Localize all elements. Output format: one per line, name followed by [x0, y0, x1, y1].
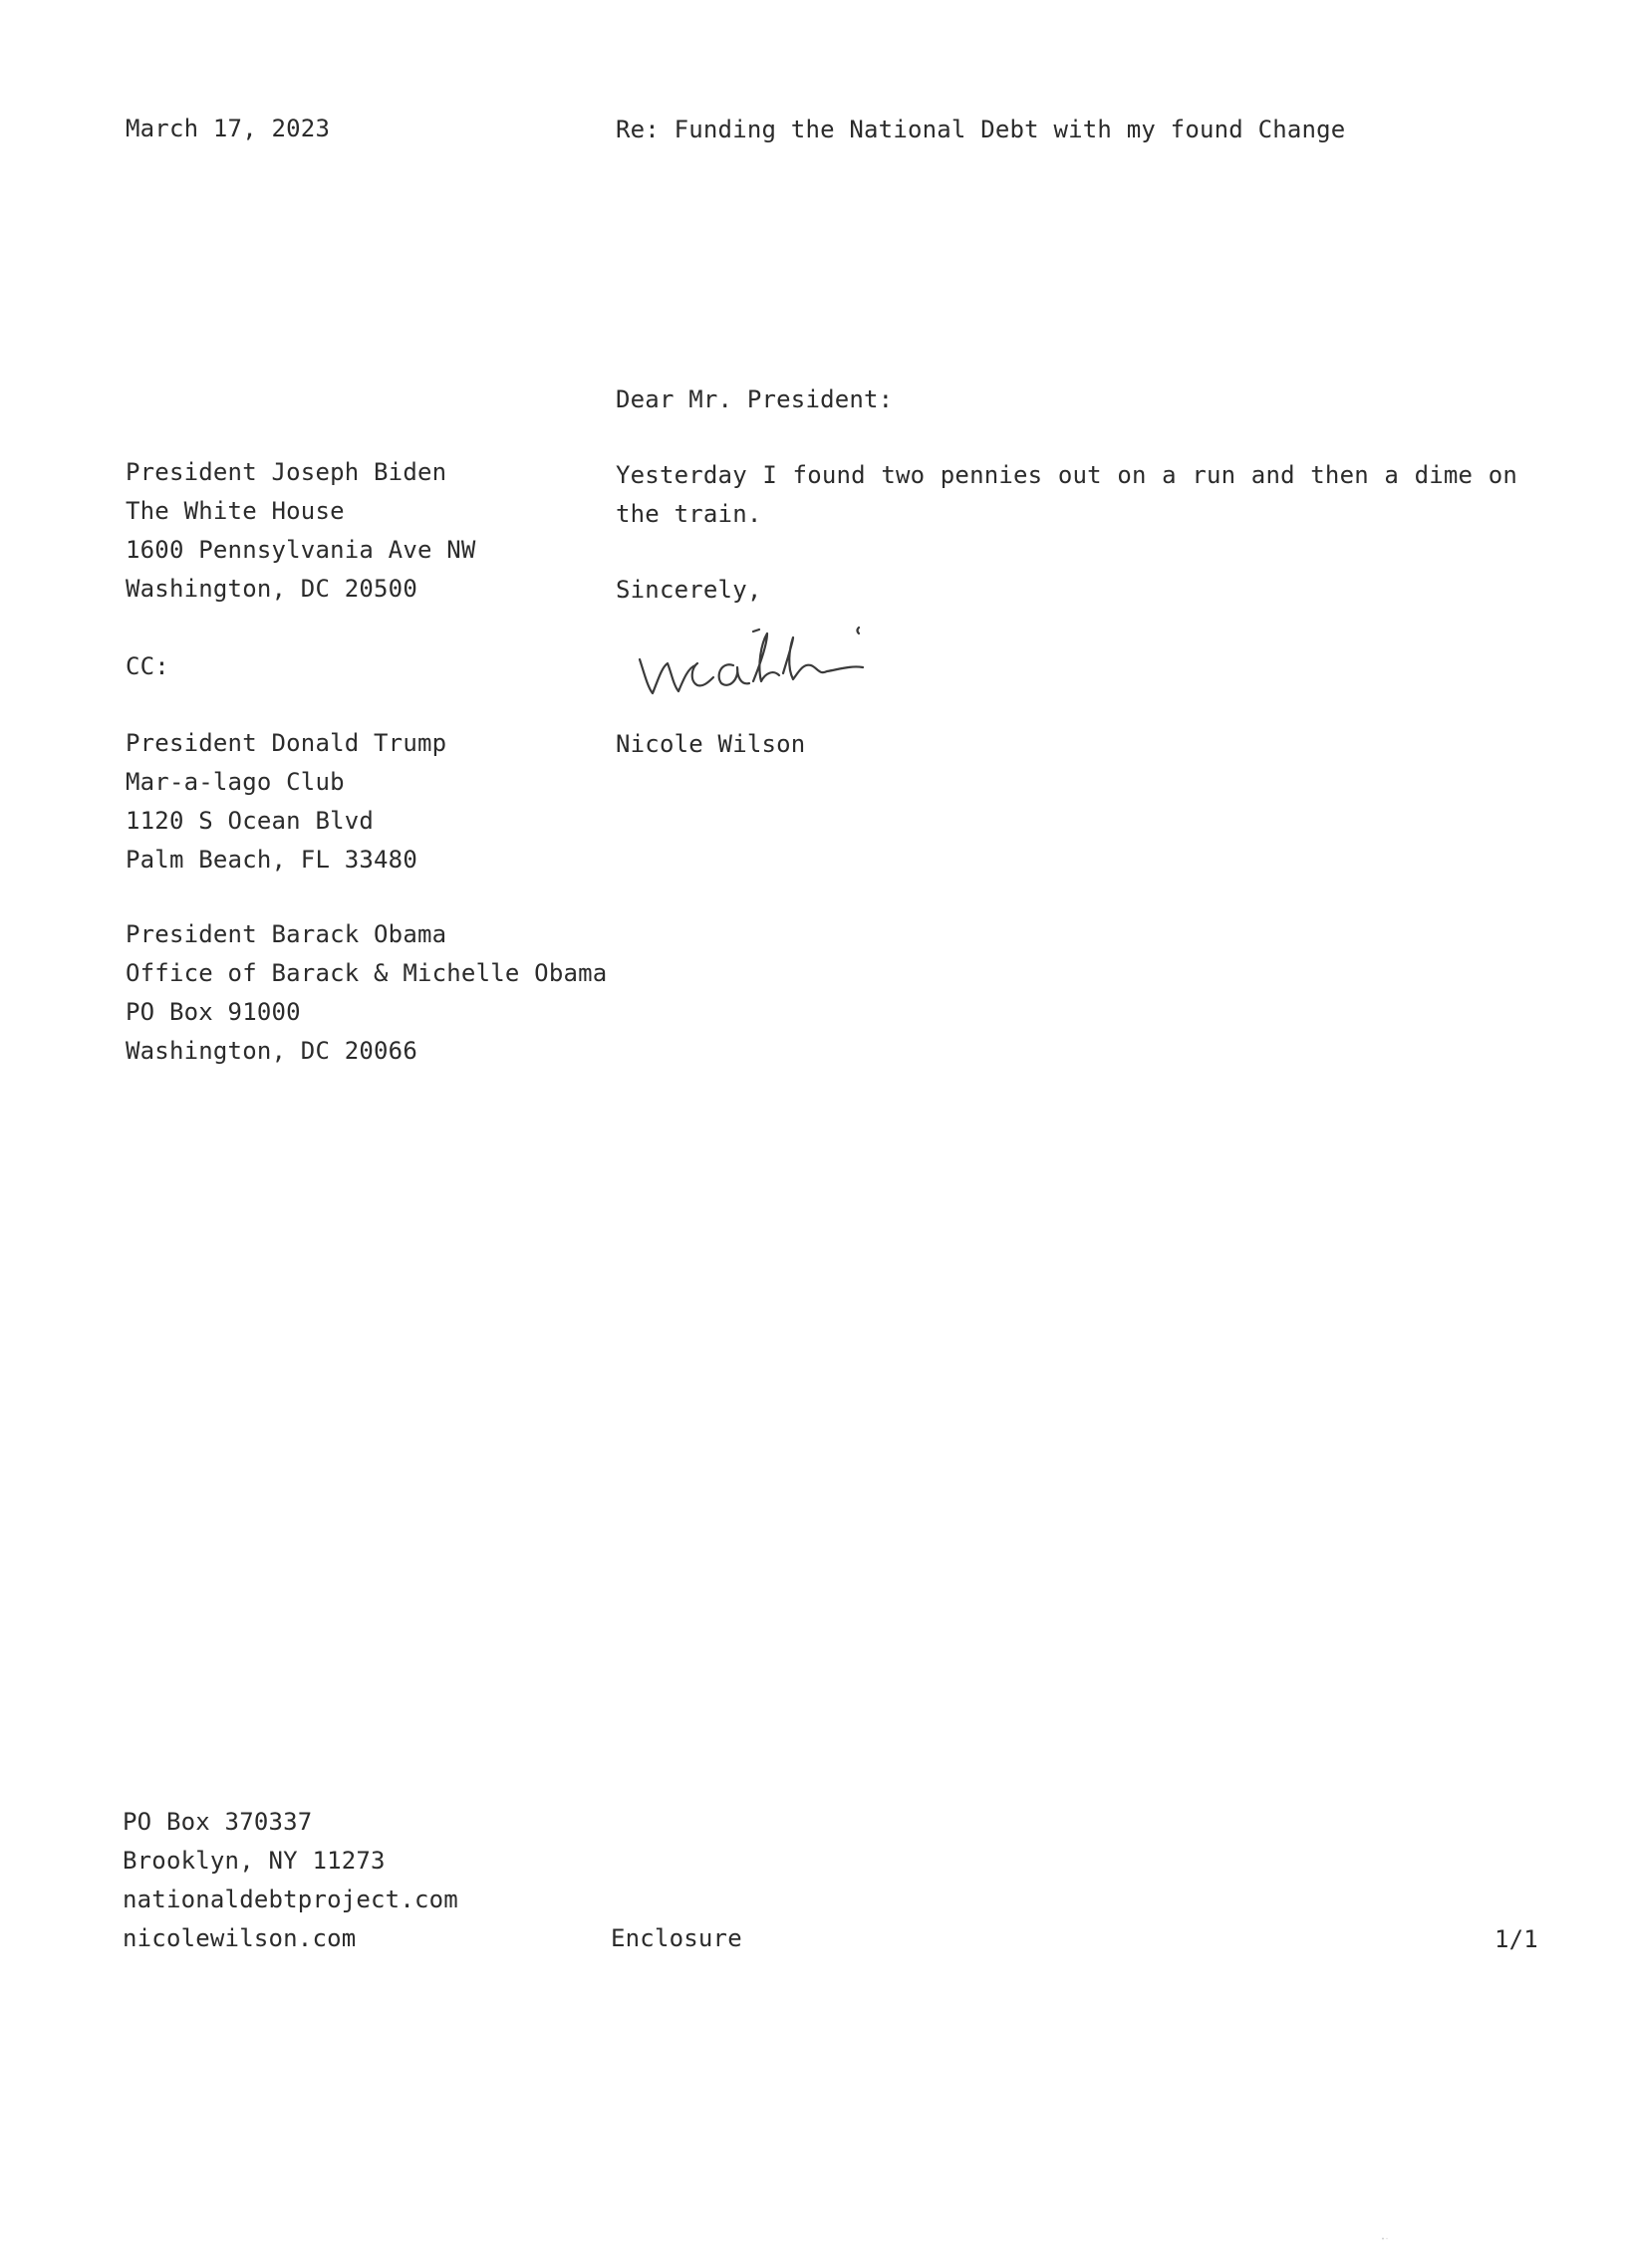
cc-recipient-address	[126, 724, 446, 880]
cc-recipient-line: Palm Beach, FL 33480	[126, 846, 417, 874]
recipient-line: President Joseph Biden	[126, 458, 447, 486]
footer-address	[123, 1803, 458, 1958]
scan-speck	[1381, 2225, 1389, 2228]
footer-website: nicolewilson.com	[123, 1924, 357, 1952]
recipient-line: Washington, DC 20500	[126, 575, 417, 603]
closing: Sincerely,	[616, 576, 762, 604]
page-number: 1/1	[1494, 1925, 1538, 1953]
cc-recipient-line: President Barack Obama	[126, 920, 447, 948]
recipient-address	[126, 453, 476, 609]
cc-recipient-line: Office of Barack & Michelle Obama	[126, 959, 608, 987]
letter-subject: Re: Funding the National Debt with my found Change	[616, 116, 1346, 143]
cc-recipient-line: PO Box 91000	[126, 998, 301, 1026]
footer-address-line: Brooklyn, NY 11273	[123, 1847, 386, 1875]
letter-body: Yesterday I found two pennies out on a run and then a dime on the train.	[616, 461, 1517, 528]
signature-icon	[634, 610, 972, 719]
cc-recipient-line: 1120 S Ocean Blvd	[126, 807, 375, 835]
recipient-line: The White House	[126, 497, 345, 525]
cc-recipient-line: Washington, DC 20066	[126, 1037, 417, 1065]
sender-name: Nicole Wilson	[616, 730, 806, 758]
cc-recipient-line: President Donald Trump	[126, 729, 447, 757]
recipient-line: 1600 Pennsylvania Ave NW	[126, 536, 476, 564]
footer-address-line: PO Box 370337	[123, 1808, 313, 1836]
footer-website: nationaldebtproject.com	[123, 1886, 458, 1913]
enclosure-label: Enclosure	[611, 1924, 742, 1952]
letter-date: March 17, 2023	[126, 115, 331, 142]
cc-recipient-line: Mar-a-lago Club	[126, 768, 345, 796]
cc-recipient-address	[126, 915, 607, 1071]
salutation: Dear Mr. President:	[616, 385, 894, 413]
cc-label: CC:	[126, 652, 169, 680]
